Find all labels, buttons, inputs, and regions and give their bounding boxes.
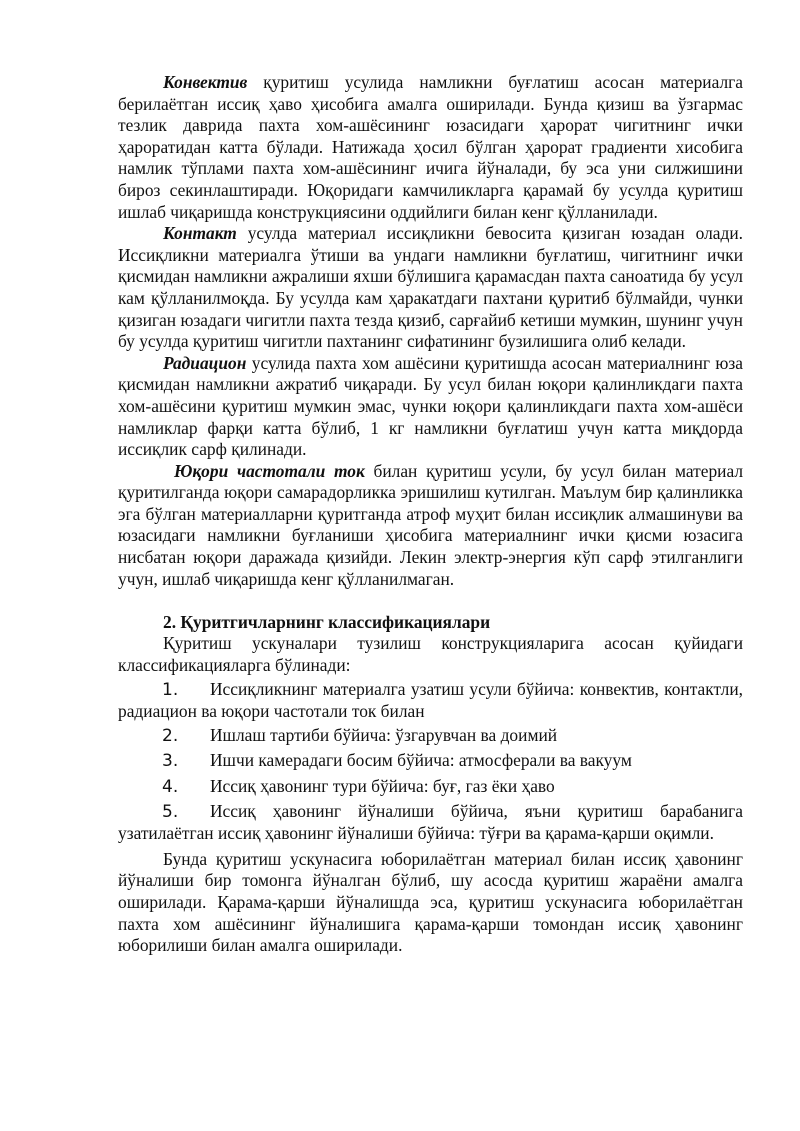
list-item-number: 4. bbox=[162, 776, 179, 797]
paragraph-high-frequency bbox=[118, 461, 743, 591]
term-high-frequency: Юқори частотали ток bbox=[174, 460, 365, 481]
list-item bbox=[118, 679, 743, 723]
list-item-number: 2. bbox=[162, 726, 179, 747]
list-item bbox=[118, 801, 743, 845]
list-item-text: Ишчи камерадаги босим бўйича: атмосферали ва вакуум bbox=[210, 750, 632, 771]
paragraph-convective bbox=[118, 72, 743, 223]
term-convective: Конвектив bbox=[163, 72, 248, 92]
list-item bbox=[118, 750, 743, 773]
list-item-text: Иссиқликнинг материалга узатиш усули бўйича: конвектив, контактли, радиацион ва юқори частотали ток билан bbox=[118, 678, 743, 722]
list-item-text: Иссиқ ҳавонинг тури бўйича: буғ, газ ёки ҳаво bbox=[210, 775, 555, 796]
paragraph-contact-text: усулда материал иссиқликни бевосита қизиган юзадан олади. Иссиқликни материалга ўтиши ва ундаги намликни буғлатиш, чигитнинг ички қисмидан намликни ажралиши яхши бўлишига қарамасдан пахта саноатида бу усул кам қўлланилмоқда. Бу усулда кам ҳаракатдаги пахтани қуритиб бўлмайди, чунки қизиган юзадаги чигитли пахта тезда қизиб, сарғайиб кетиши мумкин, шунинг учун бу усулда қуритиш чигитли пахтанинг сифатининг бузилишига олиб келади. bbox=[118, 223, 743, 352]
section-heading: 2. Қуритгичларнинг классификациялари bbox=[163, 611, 491, 632]
list-item bbox=[118, 776, 743, 799]
classification-list bbox=[118, 679, 743, 845]
list-item-text: Иссиқ ҳавонинг йўналиши бўйича, яъни қуритиш барабанига узатилаётган иссиқ ҳавонинг йўналиши бўйича: тўғри ва қарама-қарши оқимли. bbox=[118, 800, 743, 844]
list-item-text: Ишлаш тартиби бўйича: ўзгарувчан ва доимий bbox=[210, 725, 558, 746]
list-item-number: 3. bbox=[162, 751, 179, 772]
paragraph-contact bbox=[118, 223, 743, 353]
paragraph-radiation bbox=[118, 353, 743, 461]
paragraph-convective-text: қуритиш усулида намликни буғлатиш асосан материалга берилаётган иссиқ ҳаво ҳисобига амалга оширилади. Бунда қизиш ва ўзгармас тезлик даврида пахта хом-ашёсининг юзасидаги ҳарорат чигитнинг ички ҳароратидан катта бўлади. Натижада ҳосил бўлган ҳарорат градиенти хисобига намлик тўплами пахта хом-ашёсининг ичига йўналади, бу эса уни силжишини бироз секинлаштиради. Юқоридаги камчиликларга қарамай бу усулда қуритиш ишлаб чиқаришда конструкциясини оддийлиги билан кенг қўлланилади. bbox=[118, 72, 743, 222]
list-item bbox=[118, 725, 743, 748]
list-item-number: 1. bbox=[162, 679, 179, 700]
section-closing: Бунда қуритиш ускунасига юборилаётган материал билан иссиқ ҳавонинг йўналиши бир томонга йўналган бўлиб, шу асосда қуритиш жараёни амалга оширилади. Қарама-қарши йўналишда эса, қуритиш ускунасига юборилаётган пахта хом ашёсининг йўналишига қарама-қарши томондан иссиқ ҳавонинг юборилиши билан амалга оширилади. bbox=[118, 848, 743, 956]
list-item-number: 5. bbox=[162, 801, 179, 822]
section-intro: Қуритиш ускуналари тузилиш конструкцияларига асосан қуйидаги классификацияларга бўлинади: bbox=[118, 633, 743, 676]
term-contact: Контакт bbox=[163, 223, 237, 244]
document-page bbox=[118, 72, 743, 957]
paragraph-radiation-text: усулида пахта хом ашёсини қуритишда асосан материалнинг юза қисмидан намликни ажратиб чиқаради. Бу усул билан юқори қалинликдаги пахта хом-ашёсини қуритиш мумкин эмас, чунки юқори қалинликдаги пахта хом-ашёси намликлар фарқи катта бўлиб, 1 кг намликни буғлатиш учун катта миқдорда иссиқлик сарф қилинади. bbox=[118, 352, 743, 460]
paragraph-high-frequency-text: билан қуритиш усули, бу усул билан материал қуритилганда юқори самарадорликка эришилиш кутилган. Маълум бир қалинликка эга бўлган материалларни қуритганда атроф муҳит билан иссиқлик алмашинуви ва юзасидаги намликни буғланиши ҳисобига материалнинг ички қисми юзасига нисбатан юқори даражада қизийди. Лекин электр-энергия кўп сарф этилганлиги учун, ишлаб чиқаришда кенг қўлланилмаган. bbox=[118, 460, 743, 589]
term-radiation: Радиацион bbox=[163, 352, 247, 373]
